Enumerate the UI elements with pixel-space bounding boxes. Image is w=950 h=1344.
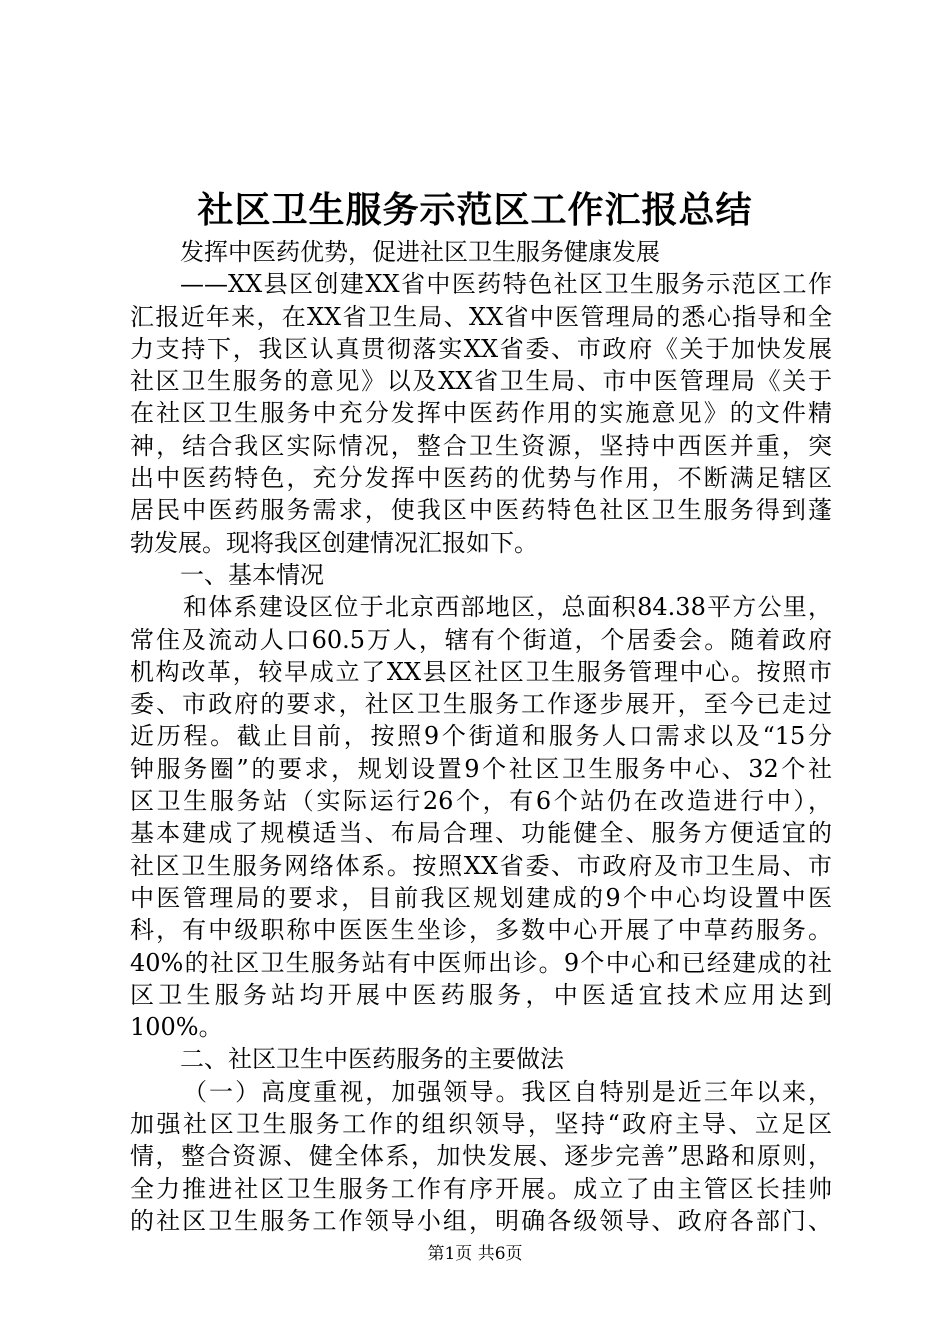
body-line: 和体系建设区位于北京西部地区，总面积84.38平方公里， [183, 593, 832, 622]
body-line: 社区卫生服务的意见》以及XX省卫生局、市中医管理局《关于 [130, 367, 832, 396]
body-line: 情，整合资源、健全体系，加快发展、逐步完善”思路和原则， [130, 1142, 832, 1171]
body-line: 委、市政府的要求，社区卫生服务工作逐步展开，至今已走过 [130, 690, 832, 719]
body-line: 100%。 [130, 1013, 223, 1042]
page-footer: 第1页 共6页 [427, 1244, 523, 1264]
body-line: （一）高度重视，加强领导。我区自特别是近三年以来， [183, 1077, 832, 1106]
body-line: 二、社区卫生中医药服务的主要做法 [180, 1045, 564, 1074]
body-line: 居民中医药服务需求，使我区中医药特色社区卫生服务得到蓬 [130, 496, 832, 525]
body-line: 发挥中医药优势，促进社区卫生服务健康发展 [180, 238, 660, 266]
body-line: 区卫生服务站均开展中医药服务，中医适宜技术应用达到 [130, 980, 832, 1009]
body-line: 区卫生服务站（实际运行26个，有6个站仍在改造进行中）， [130, 787, 832, 816]
body-line: 加强社区卫生服务工作的组织领导，坚持“政府主导、立足区 [130, 1110, 832, 1139]
body-line: 钟服务圈”的要求，规划设置9个社区卫生服务中心、32个社 [130, 754, 832, 783]
body-line: 中医管理局的要求，目前我区规划建成的9个中心均设置中医 [130, 883, 832, 912]
body-line: 全力推进社区卫生服务工作有序开展。成立了由主管区长挂帅 [130, 1174, 832, 1203]
body-line: 力支持下，我区认真贯彻落实XX省委、市政府《关于加快发展 [130, 334, 832, 363]
body-line: 机构改革，较早成立了XX县区社区卫生服务管理中心。按照市 [130, 657, 832, 686]
body-line: 在社区卫生服务中充分发挥中医药作用的实施意见》的文件精 [130, 399, 832, 428]
body-line: ——XX县区创建XX省中医药特色社区卫生服务示范区工作 [180, 270, 832, 299]
document-body [130, 236, 832, 1237]
body-line: 勃发展。现将我区创建情况汇报如下。 [130, 528, 538, 557]
body-line: 近历程。截止目前，按照9个街道和服务人口需求以及“15分 [130, 722, 832, 751]
body-line: 神，结合我区实际情况，整合卫生资源，坚持中西医并重，突 [130, 431, 832, 460]
document-title: 社区卫生服务示范区工作汇报总结 [197, 189, 753, 231]
body-line: 40%的社区卫生服务站有中医师出诊。9个中心和已经建成的社 [130, 948, 832, 977]
body-line: 社区卫生服务网络体系。按照XX省委、市政府及市卫生局、市 [130, 851, 832, 880]
body-line: 的社区卫生服务工作领导小组，明确各级领导、政府各部门、 [130, 1206, 832, 1235]
body-line: 基本建成了规模适当、布局合理、功能健全、服务方便适宜的 [130, 819, 832, 848]
body-line: 常住及流动人口60.5万人，辖有个街道，个居委会。随着政府 [130, 625, 832, 654]
body-line: 科，有中级职称中医医生坐诊，多数中心开展了中草药服务。 [130, 916, 832, 945]
body-line: 出中医药特色，充分发挥中医药的优势与作用，不断满足辖区 [130, 464, 832, 493]
body-line: 汇报近年来，在XX省卫生局、XX省中医管理局的悉心指导和全 [130, 302, 832, 331]
body-line: 一、基本情况 [180, 560, 324, 589]
